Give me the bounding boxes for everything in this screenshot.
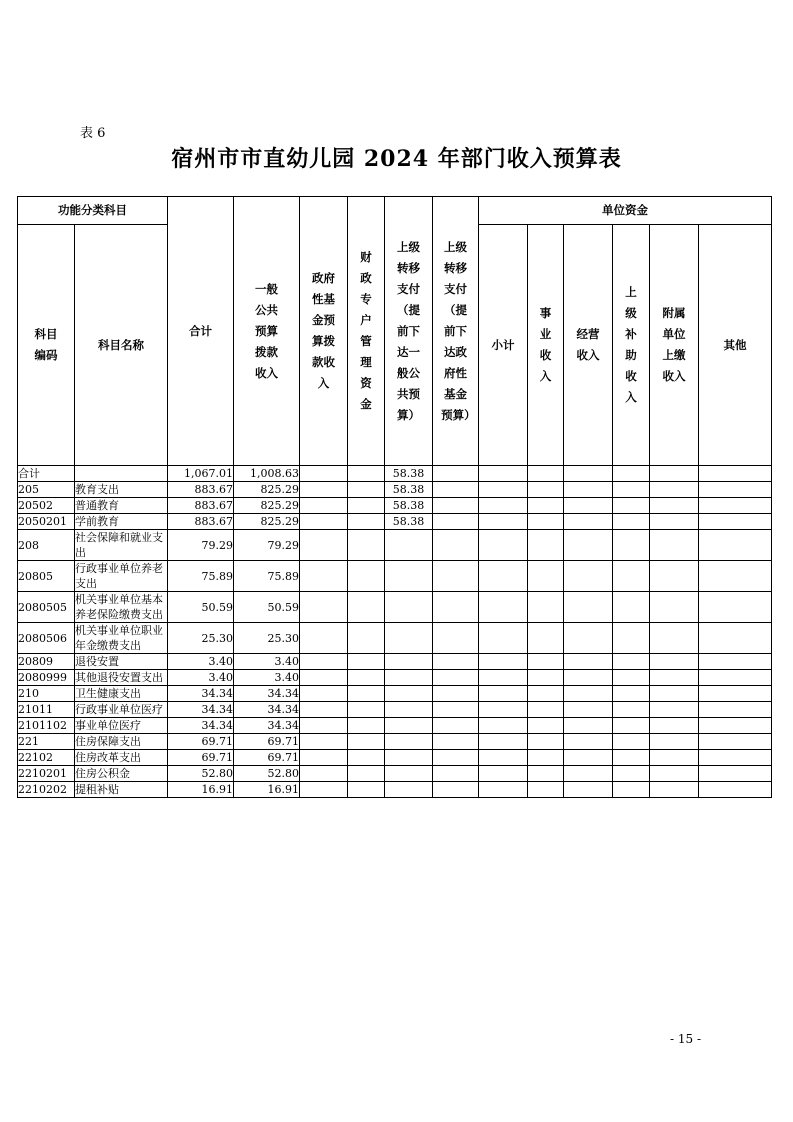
cell-gov-fund — [300, 766, 348, 782]
cell-gov-fund — [300, 623, 348, 654]
cell-subject-name: 社会保障和就业支出 — [75, 530, 168, 561]
cell-operating-income — [564, 530, 613, 561]
cell-subtotal — [479, 530, 528, 561]
cell-affiliated-income — [650, 561, 699, 592]
cell-subtotal — [479, 466, 528, 482]
cell-other — [699, 561, 772, 592]
cell-subsidy-income — [613, 766, 650, 782]
cell-general-budget: 3.40 — [234, 654, 300, 670]
cell-fiscal-special — [348, 750, 385, 766]
cell-subject-name: 住房保障支出 — [75, 734, 168, 750]
cell-operating-income — [564, 686, 613, 702]
cell-operating-income — [564, 654, 613, 670]
cell-subject-code: 210 — [18, 686, 75, 702]
table-row — [18, 670, 772, 686]
cell-other — [699, 482, 772, 498]
cell-affiliated-income — [650, 686, 699, 702]
cell-general-budget: 16.91 — [234, 782, 300, 798]
table-row — [18, 686, 772, 702]
cell-general-budget: 69.71 — [234, 734, 300, 750]
cell-subsidy-income — [613, 482, 650, 498]
cell-total: 79.29 — [168, 530, 234, 561]
cell-subject-name: 教育支出 — [75, 482, 168, 498]
cell-subject-code: 2101102 — [18, 718, 75, 734]
cell-general-budget: 79.29 — [234, 530, 300, 561]
cell-fiscal-special — [348, 766, 385, 782]
cell-gov-fund — [300, 498, 348, 514]
cell-transfer-general — [385, 670, 433, 686]
cell-total: 3.40 — [168, 670, 234, 686]
cell-operating-income — [564, 592, 613, 623]
cell-other — [699, 514, 772, 530]
cell-subtotal — [479, 561, 528, 592]
cell-fiscal-special — [348, 561, 385, 592]
cell-fiscal-special — [348, 514, 385, 530]
cell-gov-fund — [300, 750, 348, 766]
cell-transfer-general — [385, 702, 433, 718]
cell-general-budget: 34.34 — [234, 718, 300, 734]
header-affiliated-income: 附属单位上缴收入 — [650, 225, 699, 466]
cell-total: 34.34 — [168, 686, 234, 702]
cell-fiscal-special — [348, 734, 385, 750]
table-row — [18, 498, 772, 514]
cell-affiliated-income — [650, 750, 699, 766]
cell-transfer-general: 58.38 — [385, 466, 433, 482]
cell-business-income — [528, 686, 564, 702]
cell-total: 3.40 — [168, 654, 234, 670]
cell-other — [699, 498, 772, 514]
cell-subject-name: 住房改革支出 — [75, 750, 168, 766]
cell-subsidy-income — [613, 623, 650, 654]
cell-business-income — [528, 530, 564, 561]
cell-affiliated-income — [650, 734, 699, 750]
cell-subject-code: 22102 — [18, 750, 75, 766]
cell-subject-name: 行政事业单位医疗 — [75, 702, 168, 718]
cell-subsidy-income — [613, 670, 650, 686]
table-row — [18, 592, 772, 623]
cell-transfer-general — [385, 530, 433, 561]
cell-other — [699, 702, 772, 718]
table-row — [18, 718, 772, 734]
cell-business-income — [528, 718, 564, 734]
cell-subject-code: 20805 — [18, 561, 75, 592]
cell-transfer-general — [385, 782, 433, 798]
cell-affiliated-income — [650, 654, 699, 670]
cell-subject-code: 2080505 — [18, 592, 75, 623]
cell-transfer-general: 58.38 — [385, 498, 433, 514]
cell-subject-code: 2080999 — [18, 670, 75, 686]
cell-business-income — [528, 766, 564, 782]
cell-gov-fund — [300, 514, 348, 530]
cell-subtotal — [479, 592, 528, 623]
cell-other — [699, 686, 772, 702]
cell-subtotal — [479, 482, 528, 498]
table-row — [18, 734, 772, 750]
cell-subsidy-income — [613, 514, 650, 530]
header-general-budget: 一般公共预算拨款收入 — [234, 197, 300, 466]
cell-business-income — [528, 654, 564, 670]
cell-transfer-fund — [433, 530, 479, 561]
cell-operating-income — [564, 750, 613, 766]
table-row — [18, 466, 772, 482]
cell-subsidy-income — [613, 702, 650, 718]
cell-transfer-general — [385, 592, 433, 623]
cell-affiliated-income — [650, 592, 699, 623]
cell-subject-code: 221 — [18, 734, 75, 750]
cell-subject-name: 行政事业单位养老支出 — [75, 561, 168, 592]
cell-fiscal-special — [348, 686, 385, 702]
cell-subsidy-income — [613, 734, 650, 750]
table-row — [18, 702, 772, 718]
cell-other — [699, 718, 772, 734]
header-other: 其他 — [699, 225, 772, 466]
cell-general-budget: 34.34 — [234, 702, 300, 718]
cell-transfer-fund — [433, 766, 479, 782]
cell-other — [699, 670, 772, 686]
cell-business-income — [528, 561, 564, 592]
cell-general-budget: 1,008.63 — [234, 466, 300, 482]
cell-total: 883.67 — [168, 482, 234, 498]
cell-general-budget: 825.29 — [234, 498, 300, 514]
cell-general-budget: 3.40 — [234, 670, 300, 686]
cell-subject-code: 合计 — [18, 466, 75, 482]
cell-gov-fund — [300, 686, 348, 702]
cell-transfer-fund — [433, 718, 479, 734]
cell-fiscal-special — [348, 623, 385, 654]
cell-operating-income — [564, 623, 613, 654]
header-transfer-fund: 上级转移支付（提前下达政府性基金预算） — [433, 197, 479, 466]
cell-operating-income — [564, 734, 613, 750]
header-subject-code: 科目编码 — [18, 225, 75, 466]
cell-total: 69.71 — [168, 734, 234, 750]
cell-subtotal — [479, 514, 528, 530]
cell-subject-name: 学前教育 — [75, 514, 168, 530]
cell-gov-fund — [300, 670, 348, 686]
cell-business-income — [528, 670, 564, 686]
cell-general-budget: 825.29 — [234, 514, 300, 530]
cell-total: 52.80 — [168, 766, 234, 782]
cell-transfer-fund — [433, 592, 479, 623]
cell-operating-income — [564, 702, 613, 718]
cell-business-income — [528, 514, 564, 530]
cell-fiscal-special — [348, 782, 385, 798]
cell-subtotal — [479, 654, 528, 670]
cell-transfer-general: 58.38 — [385, 482, 433, 498]
cell-business-income — [528, 734, 564, 750]
header-subject-name: 科目名称 — [75, 225, 168, 466]
cell-general-budget: 825.29 — [234, 482, 300, 498]
cell-transfer-general — [385, 766, 433, 782]
cell-total: 69.71 — [168, 750, 234, 766]
cell-transfer-general — [385, 686, 433, 702]
table-row — [18, 530, 772, 561]
page-number: - 15 - — [670, 1032, 702, 1046]
table-row — [18, 514, 772, 530]
cell-subject-code: 205 — [18, 482, 75, 498]
cell-transfer-fund — [433, 686, 479, 702]
cell-affiliated-income — [650, 670, 699, 686]
cell-transfer-fund — [433, 482, 479, 498]
cell-subsidy-income — [613, 498, 650, 514]
cell-affiliated-income — [650, 482, 699, 498]
cell-transfer-fund — [433, 670, 479, 686]
cell-gov-fund — [300, 466, 348, 482]
cell-transfer-fund — [433, 466, 479, 482]
cell-operating-income — [564, 514, 613, 530]
cell-operating-income — [564, 670, 613, 686]
cell-transfer-fund — [433, 702, 479, 718]
cell-subsidy-income — [613, 750, 650, 766]
cell-subtotal — [479, 498, 528, 514]
cell-subsidy-income — [613, 686, 650, 702]
cell-fiscal-special — [348, 498, 385, 514]
income-budget-table — [17, 196, 772, 798]
cell-affiliated-income — [650, 530, 699, 561]
cell-subtotal — [479, 750, 528, 766]
cell-subsidy-income — [613, 530, 650, 561]
cell-business-income — [528, 498, 564, 514]
cell-operating-income — [564, 498, 613, 514]
cell-general-budget: 34.34 — [234, 686, 300, 702]
cell-subject-name: 住房公积金 — [75, 766, 168, 782]
cell-general-budget: 75.89 — [234, 561, 300, 592]
cell-operating-income — [564, 766, 613, 782]
cell-business-income — [528, 592, 564, 623]
cell-subtotal — [479, 670, 528, 686]
cell-transfer-fund — [433, 734, 479, 750]
cell-subsidy-income — [613, 782, 650, 798]
cell-operating-income — [564, 561, 613, 592]
header-business-income: 事业收入 — [528, 225, 564, 466]
cell-subject-name: 事业单位医疗 — [75, 718, 168, 734]
cell-transfer-fund — [433, 623, 479, 654]
cell-operating-income — [564, 782, 613, 798]
cell-subtotal — [479, 623, 528, 654]
cell-total: 25.30 — [168, 623, 234, 654]
cell-transfer-fund — [433, 654, 479, 670]
cell-affiliated-income — [650, 718, 699, 734]
cell-total: 1,067.01 — [168, 466, 234, 482]
cell-subject-code: 2080506 — [18, 623, 75, 654]
table-row — [18, 482, 772, 498]
cell-gov-fund — [300, 530, 348, 561]
cell-fiscal-special — [348, 592, 385, 623]
table-row — [18, 654, 772, 670]
cell-other — [699, 782, 772, 798]
cell-subtotal — [479, 734, 528, 750]
cell-transfer-general — [385, 718, 433, 734]
cell-subject-name: 机关事业单位职业年金缴费支出 — [75, 623, 168, 654]
table-row — [18, 623, 772, 654]
cell-gov-fund — [300, 734, 348, 750]
cell-gov-fund — [300, 654, 348, 670]
cell-total: 34.34 — [168, 702, 234, 718]
cell-fiscal-special — [348, 670, 385, 686]
cell-affiliated-income — [650, 466, 699, 482]
cell-affiliated-income — [650, 766, 699, 782]
cell-subject-code: 20809 — [18, 654, 75, 670]
cell-subject-name: 退役安置 — [75, 654, 168, 670]
cell-other — [699, 623, 772, 654]
cell-operating-income — [564, 482, 613, 498]
cell-subject-code: 2050201 — [18, 514, 75, 530]
cell-transfer-fund — [433, 782, 479, 798]
cell-affiliated-income — [650, 623, 699, 654]
cell-subtotal — [479, 718, 528, 734]
cell-other — [699, 592, 772, 623]
cell-business-income — [528, 466, 564, 482]
cell-gov-fund — [300, 592, 348, 623]
cell-transfer-general — [385, 623, 433, 654]
cell-gov-fund — [300, 718, 348, 734]
cell-subject-code: 21011 — [18, 702, 75, 718]
cell-other — [699, 654, 772, 670]
cell-general-budget: 52.80 — [234, 766, 300, 782]
table-label: 表 6 — [80, 126, 106, 141]
cell-general-budget: 25.30 — [234, 623, 300, 654]
cell-total: 883.67 — [168, 498, 234, 514]
cell-subject-code: 2210201 — [18, 766, 75, 782]
cell-affiliated-income — [650, 498, 699, 514]
cell-business-income — [528, 782, 564, 798]
cell-gov-fund — [300, 702, 348, 718]
cell-total: 50.59 — [168, 592, 234, 623]
cell-transfer-fund — [433, 514, 479, 530]
cell-total: 75.89 — [168, 561, 234, 592]
cell-operating-income — [564, 718, 613, 734]
cell-other — [699, 734, 772, 750]
cell-affiliated-income — [650, 782, 699, 798]
cell-subtotal — [479, 782, 528, 798]
header-unit-funds: 单位资金 — [479, 197, 772, 225]
cell-fiscal-special — [348, 466, 385, 482]
cell-transfer-fund — [433, 561, 479, 592]
cell-subject-name: 普通教育 — [75, 498, 168, 514]
cell-subject-name: 机关事业单位基本养老保险缴费支出 — [75, 592, 168, 623]
cell-subject-code: 20502 — [18, 498, 75, 514]
cell-subsidy-income — [613, 654, 650, 670]
cell-transfer-general — [385, 750, 433, 766]
cell-subject-name: 卫生健康支出 — [75, 686, 168, 702]
cell-subject-code: 208 — [18, 530, 75, 561]
cell-general-budget: 69.71 — [234, 750, 300, 766]
cell-subject-name — [75, 466, 168, 482]
header-operating-income: 经营收入 — [564, 225, 613, 466]
table-row — [18, 766, 772, 782]
cell-transfer-general: 58.38 — [385, 514, 433, 530]
cell-gov-fund — [300, 782, 348, 798]
cell-subsidy-income — [613, 718, 650, 734]
cell-fiscal-special — [348, 702, 385, 718]
cell-gov-fund — [300, 482, 348, 498]
cell-other — [699, 530, 772, 561]
cell-subject-name: 提租补贴 — [75, 782, 168, 798]
header-fiscal-special: 财政专户管理资金 — [348, 197, 385, 466]
cell-subtotal — [479, 766, 528, 782]
cell-transfer-general — [385, 734, 433, 750]
cell-business-income — [528, 750, 564, 766]
cell-subtotal — [479, 686, 528, 702]
cell-business-income — [528, 623, 564, 654]
cell-transfer-general — [385, 561, 433, 592]
cell-affiliated-income — [650, 514, 699, 530]
header-transfer-general: 上级转移支付（提前下达一般公共预算） — [385, 197, 433, 466]
table-row — [18, 750, 772, 766]
cell-subject-name: 其他退役安置支出 — [75, 670, 168, 686]
cell-transfer-fund — [433, 750, 479, 766]
cell-other — [699, 750, 772, 766]
cell-business-income — [528, 482, 564, 498]
header-subsidy-income: 上级补助收入 — [613, 225, 650, 466]
table-row — [18, 561, 772, 592]
header-subtotal: 小计 — [479, 225, 528, 466]
cell-subsidy-income — [613, 561, 650, 592]
cell-gov-fund — [300, 561, 348, 592]
cell-affiliated-income — [650, 702, 699, 718]
cell-other — [699, 766, 772, 782]
table-row — [18, 782, 772, 798]
cell-total: 34.34 — [168, 718, 234, 734]
cell-fiscal-special — [348, 718, 385, 734]
header-total: 合计 — [168, 197, 234, 466]
cell-transfer-fund — [433, 498, 479, 514]
cell-subsidy-income — [613, 466, 650, 482]
cell-total: 883.67 — [168, 514, 234, 530]
cell-total: 16.91 — [168, 782, 234, 798]
cell-subsidy-income — [613, 592, 650, 623]
cell-fiscal-special — [348, 530, 385, 561]
cell-operating-income — [564, 466, 613, 482]
cell-transfer-general — [385, 654, 433, 670]
page-title: 宿州市市直幼儿园 2024 年部门收入预算表 — [171, 146, 622, 172]
cell-fiscal-special — [348, 654, 385, 670]
cell-business-income — [528, 702, 564, 718]
cell-subject-code: 2210202 — [18, 782, 75, 798]
cell-other — [699, 466, 772, 482]
cell-general-budget: 50.59 — [234, 592, 300, 623]
header-gov-fund: 政府性基金预算拨款收入 — [300, 197, 348, 466]
cell-fiscal-special — [348, 482, 385, 498]
cell-subtotal — [479, 702, 528, 718]
header-func-class: 功能分类科目 — [18, 197, 168, 225]
